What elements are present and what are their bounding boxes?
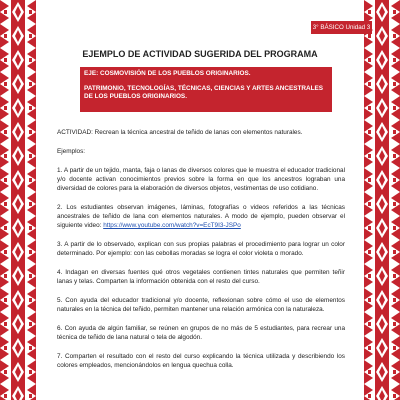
step-2 xyxy=(57,203,345,230)
eje-line-2: PATRIMONIO, TECNOLOGÍAS, TÉCNICAS, CIENCIAS Y ARTES ANCESTRALES DE LOS PUEBLOS ORIGINARIOS. xyxy=(84,84,324,100)
grade-unit-badge: 3° BÁSICO Unidad 3 xyxy=(311,21,372,34)
step-2-text: 2. Los estudiantes observan imágenes, láminas, fotografías o videos referidos a las técnicas ancestrales de teñido de lana con elementos naturales. A modo de ejemplo, pueden observar el siguiente video: xyxy=(57,204,345,229)
step-5: 5. Con ayuda del educador tradicional y/o docente, reflexionan sobre cómo el uso de elementos naturales en la técnica del teñido, permiten mantener una relación armónica con la naturaleza. xyxy=(57,297,345,313)
examples-label: Ejemplos: xyxy=(57,148,86,155)
activity-statement: ACTIVIDAD: Recrean la técnica ancestral de teñido de lanas con elementos naturales. xyxy=(57,129,303,136)
right-decorative-border xyxy=(364,0,400,400)
video-link[interactable]: https://www.youtube.com/watch?v=EcT9I3-JSPo xyxy=(103,222,241,229)
step-4: 4. Indagan en diversas fuentes qué otros vegetales contienen tintes naturales que permiten teñir lanas y telas. Comparten la información obtenida con el resto del curso. xyxy=(57,269,345,285)
page-title: EJEMPLO DE ACTIVIDAD SUGERIDA DEL PROGRAMA xyxy=(82,49,318,59)
step-7: 7. Comparten el resultado con el resto del curso explicando la técnica utilizada y describiendo los colores empleados, mencionándolos en lengua quechua colla. xyxy=(57,353,345,369)
left-decorative-border xyxy=(0,0,36,400)
step-3: 3. A partir de lo observado, explican con sus propias palabras el procedimiento para lograr un color determinado. Por ejemplo: con las cebollas moradas se logra el color violeta o morado. xyxy=(57,241,345,257)
eje-line-1: EJE: COSMOVISIÓN DE LOS PUEBLOS ORIGINARIOS. xyxy=(84,70,251,77)
step-6: 6. Con ayuda de algún familiar, se reúnen en grupos de no más de 5 estudiantes, para recrear una técnica de teñido de lana natural o tela de algodón. xyxy=(57,325,345,341)
step-1: 1. A partir de un tejido, manta, faja o lanas de diversos colores que le muestra el educador tradicional y/o docente activan conocimientos previos sobre la forma en que los ancestros lograban una diversidad de colores para la elaboración de diversos objetos, vestimentas de uso cotidiano. xyxy=(57,167,345,192)
eje-banner xyxy=(80,67,332,112)
document-body xyxy=(57,128,345,380)
